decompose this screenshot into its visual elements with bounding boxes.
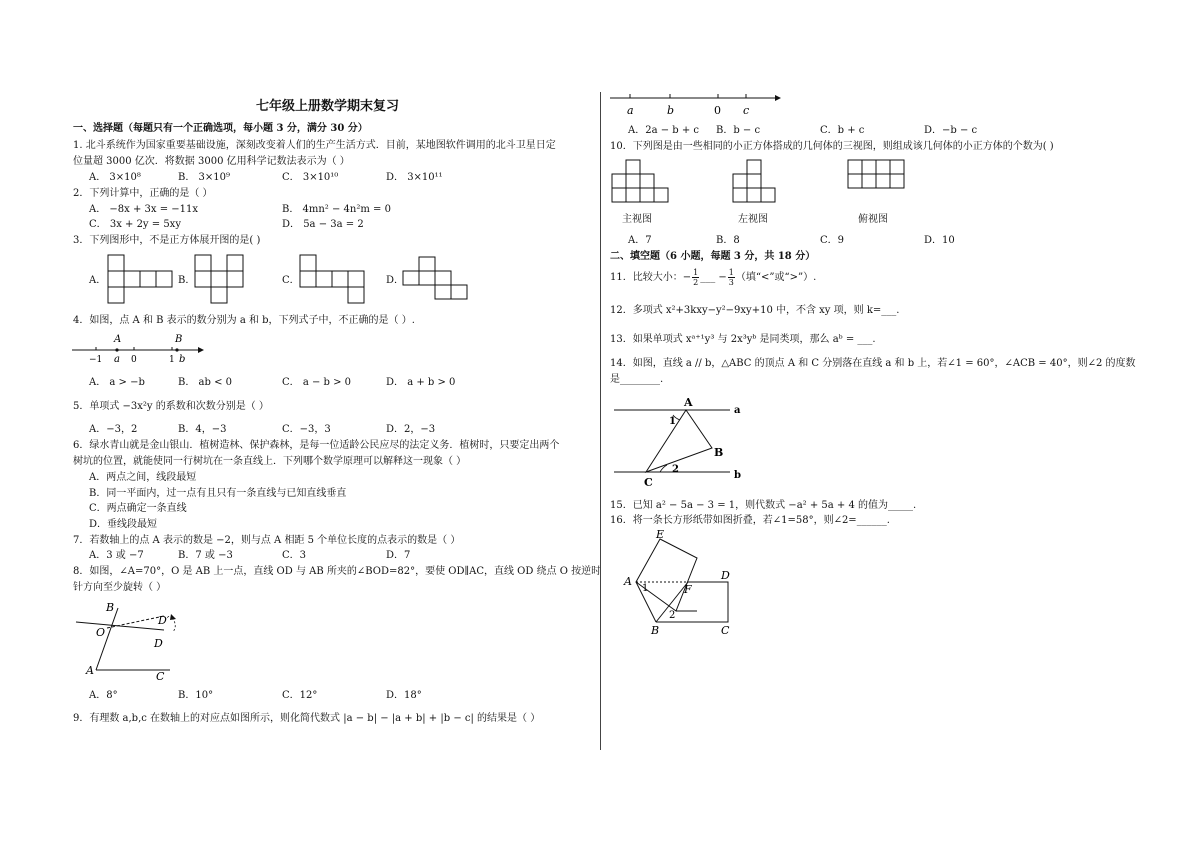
question-text: 14．如图，直线 a // b，△ABC 的顶点 A 和 C 分别落在直线 a 和 b 上，若∠1 = 60°，∠ACB = 40°，则∠2 的度数: [610, 358, 1136, 369]
left-view: [733, 160, 779, 206]
tick-label: 0: [131, 355, 137, 365]
question-text: 15．已知 a² − 5a − 3 = 1，则代数式 −a² + 5a + 4 的值为_____.: [610, 500, 917, 511]
option-a: A．两点之间，线段最短: [89, 472, 197, 483]
option-a: A．7: [628, 235, 652, 246]
denominator: 2: [693, 278, 699, 287]
page-title: 七年级上册数学期末复习: [256, 99, 400, 114]
point-label: B: [714, 446, 724, 459]
question-text: 3．下列图形中，不是正方体展开图的是( ): [73, 235, 261, 246]
line-label: b: [734, 470, 741, 481]
column-divider: [600, 92, 601, 750]
tick-label: a: [114, 354, 120, 365]
cube-net-a: [108, 255, 178, 305]
option-d: D．2，−3: [386, 424, 436, 435]
option-c: C．3: [282, 550, 307, 561]
option-c: C．两点确定一条直线: [89, 503, 187, 514]
point-label: C: [721, 624, 730, 637]
option-c: C． a − b > 0: [282, 377, 352, 388]
figure-q14: [612, 393, 752, 488]
question-text: 9．有理数 a,b,c 在数轴上的对应点如图所示，则化简代数式 |a − b| − |a + b| + |b − c| 的结果是（ ）: [73, 713, 541, 724]
point-label: A: [684, 396, 693, 409]
tick-label: b: [667, 104, 675, 117]
option-c: C．b + c: [820, 125, 865, 136]
numerator: 1: [728, 268, 734, 277]
option-d: D．: [386, 275, 405, 286]
option-c: C． 3x + 2y = 5xy: [89, 219, 181, 230]
option-a: A．8°: [89, 690, 118, 701]
point-label: D′: [158, 614, 170, 627]
option-d: D．18°: [386, 690, 422, 701]
cube-net-b: [195, 255, 265, 305]
option-b: B．7 或 −3: [178, 550, 233, 561]
point-label: F: [684, 583, 692, 596]
option-d: D．垂线段最短: [89, 519, 158, 530]
option-a: A． a > −b: [89, 377, 145, 388]
question-text: [610, 266, 816, 290]
tick-label: c: [743, 104, 750, 117]
question-text: 是________.: [610, 374, 664, 385]
section-heading: 二、填空题（6 小题，每题 3 分，共 18 分）: [610, 251, 816, 262]
question-text: 5．单项式 −3x²y 的系数和次数分别是（ ）: [73, 401, 269, 412]
option-d: D．−b − c: [924, 125, 978, 136]
question-text: 13．如果单项式 xᵃ⁺¹y³ 与 2x³yᵇ 是同类项，那么 aᵇ = ___.: [610, 334, 876, 345]
option-b: B． 3×10⁹: [178, 172, 231, 183]
question-text: 12．多项式 x²+3kxy−y²−9xy+10 中，不含 xy 项，则 k=___.: [610, 305, 900, 316]
point-label: D: [721, 569, 730, 582]
point-label: A: [114, 334, 122, 345]
point-label: A: [86, 664, 94, 677]
option-a: A．: [89, 275, 107, 286]
denominator: 3: [728, 278, 734, 287]
point-label: B: [651, 624, 660, 637]
option-c: C．: [282, 275, 300, 286]
tick-label: −1: [89, 355, 103, 365]
option-b: B．8: [716, 235, 740, 246]
option-a: A． −8x + 3x = −11x: [89, 204, 198, 215]
option-d: D． 3×10¹¹: [386, 172, 443, 183]
view-caption: 俯视图: [858, 214, 888, 225]
q11-middle: ___ −: [700, 272, 727, 283]
point-label: B: [175, 334, 183, 345]
question-text: 6．绿水青山就是金山银山．植树造林、保护森林，是每一位适龄公民应尽的法定义务．植树时，只要定出两个: [73, 440, 560, 451]
question-text: 2．下列计算中，正确的是（ ）: [73, 188, 213, 199]
option-b: B． ab < 0: [178, 377, 232, 388]
q11-suffix: （填“<”或“>”）.: [735, 272, 817, 283]
tick-label: b: [179, 354, 186, 365]
point-label: C: [156, 670, 165, 683]
option-b: B． 4mn² − 4n²m = 0: [282, 204, 391, 215]
question-text: 7．若数轴上的点 A 表示的数是 −2，则与点 A 相距 5 个单位长度的点表示的数是（ ）: [73, 535, 461, 546]
numerator: 1: [693, 268, 699, 277]
point-label: C: [644, 476, 653, 489]
point-label: O: [96, 626, 106, 639]
question-text: 16．将一条长方形纸带如图折叠，若∠1=58°，则∠2=______.: [610, 515, 890, 526]
option-d: D． a + b > 0: [386, 377, 456, 388]
question-text: 4．如图，点 A 和 B 表示的数分别为 a 和 b，下列式子中，不正确的是（ ）.: [73, 315, 415, 326]
fraction: [692, 268, 699, 287]
option-a: A． 3×10⁸: [89, 172, 141, 183]
option-a: A．3 或 −7: [89, 550, 144, 561]
option-b: B．10°: [178, 690, 214, 701]
option-d: D． 5a − 3a = 2: [282, 219, 364, 230]
option-b: B．同一平面内，过一点有且只有一条直线与已知直线垂直: [89, 488, 347, 499]
angle-label: 2: [669, 610, 676, 621]
option-c: C． 3×10¹⁰: [282, 172, 339, 183]
question-text: 10．下列图是由一些相同的小正方体搭成的几何体的三视图，则组成该几何体的小正方体的个数为( ): [610, 141, 1054, 152]
option-c: C．9: [820, 235, 845, 246]
option-b: B．: [178, 275, 196, 286]
top-view: [848, 160, 908, 206]
figure-q16: [620, 528, 750, 640]
tick-label: 1: [169, 355, 175, 365]
option-a: A．2a − b + c: [628, 125, 700, 136]
number-line-q4: [72, 330, 212, 370]
angle-label: 1: [642, 583, 649, 594]
point-label: D: [154, 637, 163, 650]
question-text: 8．如图，∠A=70°，O 是 AB 上一点，直线 OD 与 AB 所夹的∠BOD=82°，要使 OD∥AC，直线 OD 绕点 O 按逆时: [73, 566, 602, 577]
cube-net-c: [300, 255, 370, 305]
question-text: 针方向至少旋转（ ）: [73, 582, 167, 593]
line-label: a: [734, 405, 741, 416]
section-heading: 一、选择题（每题只有一个正确选项，每小题 3 分，满分 30 分）: [73, 123, 368, 134]
number-line-q9: [610, 88, 790, 118]
cube-net-d: [403, 257, 473, 307]
question-text: 1. 北斗系统作为国家重要基础设施，深刻改变着人们的生产生活方式．目前，某地图软件调用的北斗卫星日定: [73, 140, 556, 151]
view-caption: 主视图: [622, 214, 652, 225]
point-label: B: [106, 601, 115, 614]
point-label: E: [656, 528, 665, 541]
angle-label: 2: [672, 464, 679, 475]
question-text: 树坑的位置，就能使同一行树坑在一条直线上．下列哪个数学原理可以解释这一现象（ ）: [73, 456, 467, 467]
fraction: [728, 268, 735, 287]
option-d: D．10: [924, 235, 955, 246]
option-a: A．−3，2: [89, 424, 138, 435]
tick-label: 0: [714, 104, 721, 117]
question-text: 位量超 3000 亿次．将数据 3000 亿用科学记数法表示为（ ）: [73, 156, 350, 167]
point-label: A: [624, 575, 632, 588]
option-c: C．12°: [282, 690, 318, 701]
front-view: [612, 160, 672, 206]
option-b: B．b − c: [716, 125, 761, 136]
option-b: B．4，−3: [178, 424, 227, 435]
tick-label: a: [627, 104, 634, 117]
option-d: D．7: [386, 550, 411, 561]
q11-prefix: 11．比较大小：−: [610, 272, 692, 283]
figure-q8: [72, 600, 192, 682]
option-c: C．−3，3: [282, 424, 331, 435]
view-caption: 左视图: [738, 214, 768, 225]
angle-label: 1: [669, 416, 676, 427]
